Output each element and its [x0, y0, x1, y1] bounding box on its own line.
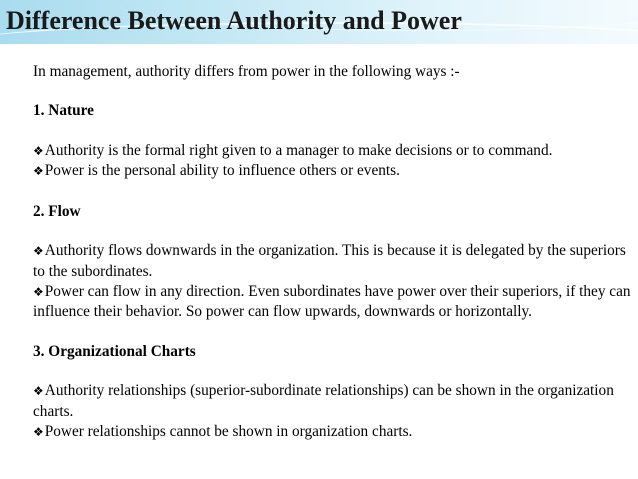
intro-text: In management, authority differs from power in the following ways :- [33, 63, 460, 80]
bullet-text: Authority relationships (superior-subordinate relationships) can be shown in the organization charts. [33, 382, 614, 420]
section-heading-nature: 1. Nature [33, 102, 94, 120]
bullet-text: Power is the personal ability to influence others or events. [44, 162, 400, 180]
section-heading-organizational-charts: 3. Organizational Charts [33, 342, 196, 360]
bullet-text: Power can flow in any direction. Even subordinates have power over their superiors, if they can influence their behavior. So power can flow upwards, downwards or horizontally. [33, 282, 631, 321]
four-diamond-bullet-icon: ❖ [33, 244, 44, 259]
four-diamond-bullet-icon: ❖ [33, 424, 44, 439]
four-diamond-bullet-icon: ❖ [33, 384, 44, 399]
bullet-item [33, 381, 633, 421]
bullet-item [33, 161, 633, 182]
bullet-text: Authority flows downwards in the organization. This is because it is delegated by the superiors to the subordinates. [33, 242, 626, 280]
four-diamond-bullet-icon: ❖ [33, 284, 44, 299]
page-title: Difference Between Authority and Power [6, 6, 462, 35]
bullet-item [33, 141, 633, 162]
bullet-item [33, 282, 633, 322]
bullet-item [33, 422, 633, 443]
bullet-text: Power relationships cannot be shown in organization charts. [44, 422, 413, 440]
bullet-item [33, 241, 633, 281]
title-band [0, 0, 638, 44]
four-diamond-bullet-icon: ❖ [33, 143, 44, 158]
bullet-text: Authority is the formal right given to a manager to make decisions or to command. [44, 141, 553, 159]
slide-content [33, 62, 633, 442]
section-heading-flow: 2. Flow [33, 202, 81, 220]
four-diamond-bullet-icon: ❖ [33, 164, 44, 179]
